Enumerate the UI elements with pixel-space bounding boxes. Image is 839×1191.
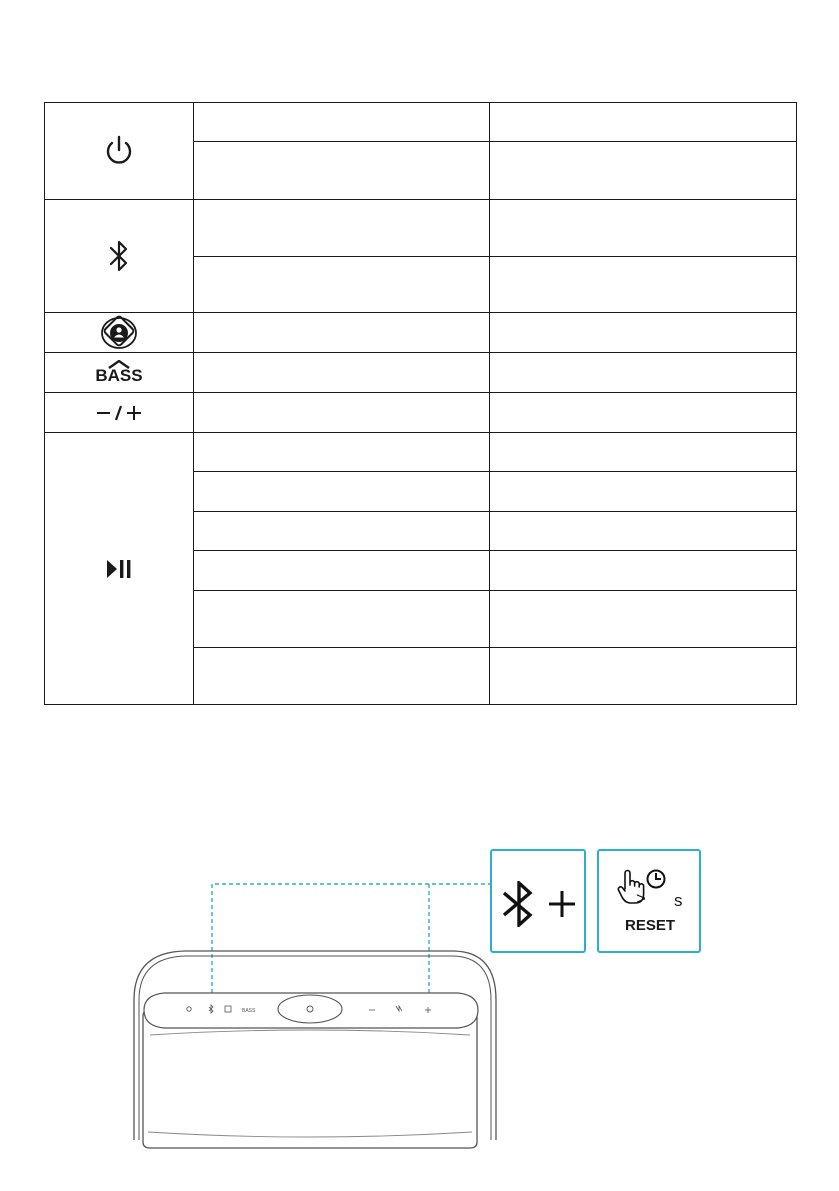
bass-label: BASS	[95, 365, 143, 385]
reset-label: RESET	[625, 917, 676, 934]
duration-comparator: >	[636, 889, 646, 908]
duration-unit: s	[674, 891, 683, 910]
svg-text:BASS: BASS	[242, 1008, 256, 1014]
